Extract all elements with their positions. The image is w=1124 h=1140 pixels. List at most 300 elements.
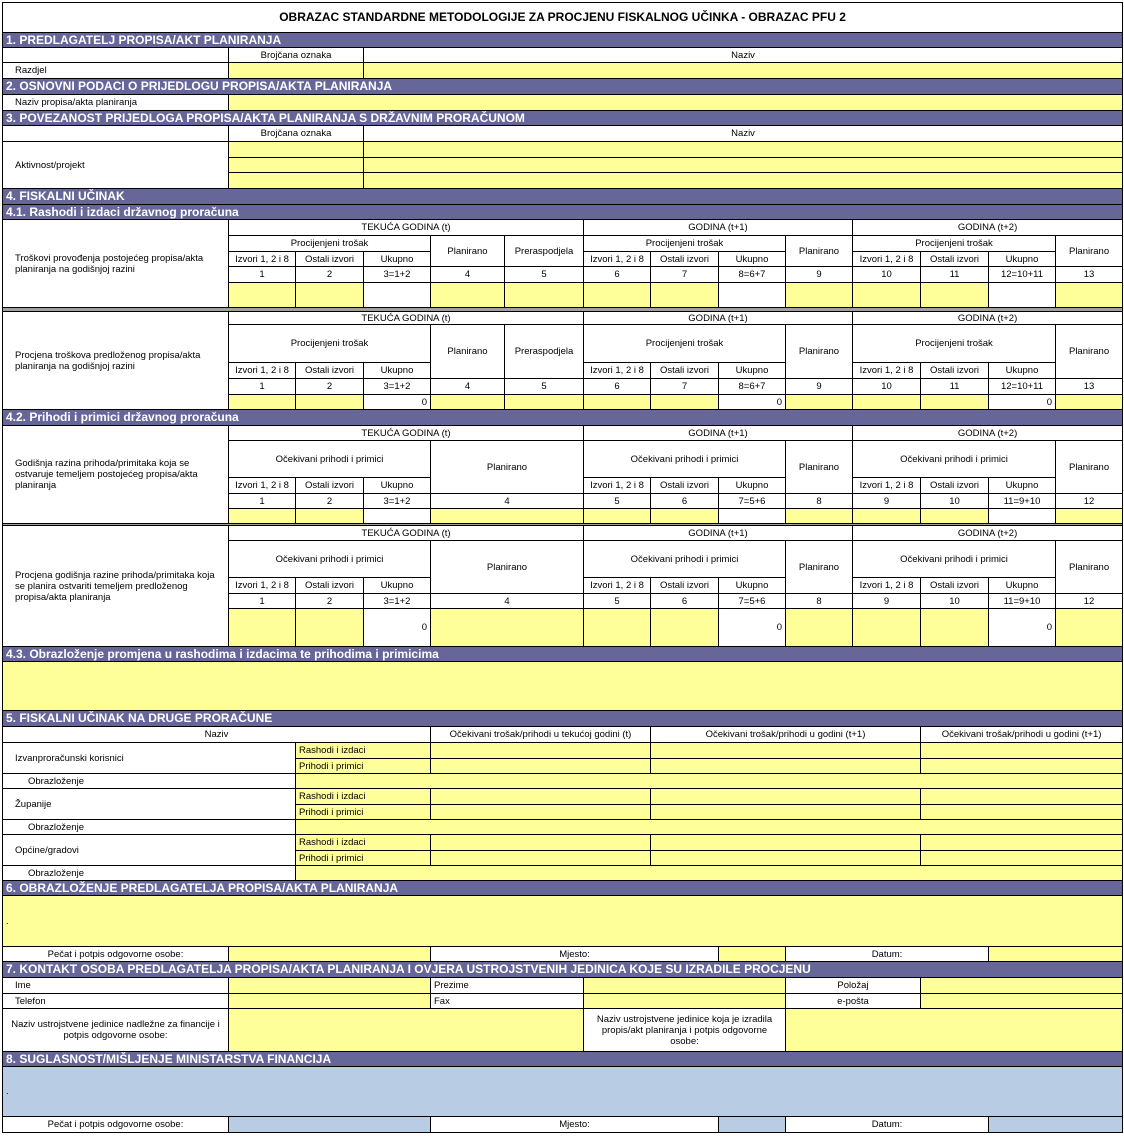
revenues-label: Prihodi i primici xyxy=(296,805,431,820)
total-header: Ukupno xyxy=(719,478,786,494)
column-number: 4 xyxy=(431,267,505,283)
date-label: Datum: xyxy=(786,1117,989,1133)
proposer-explanation-input[interactable]: . xyxy=(3,896,1123,947)
other-sources-header: Ostali izvori xyxy=(651,363,719,379)
total-value: 0 xyxy=(364,395,431,410)
sources-header: Izvori 1, 2 i 8 xyxy=(229,478,296,494)
form-row xyxy=(3,95,1123,111)
total-header: Ukupno xyxy=(364,252,431,267)
planned-header: Planirano xyxy=(1056,236,1123,267)
explanation-label: Obrazloženje xyxy=(3,774,296,789)
column-number: 5 xyxy=(584,594,651,609)
cost-estimate-header: Procijenjeni trošak xyxy=(853,236,1056,252)
input-cell[interactable] xyxy=(584,283,651,308)
first-name-label: Ime xyxy=(3,978,229,994)
total-value: 0 xyxy=(364,609,431,647)
column-number: 1 xyxy=(229,379,296,395)
other-sources-header: Ostali izvori xyxy=(296,578,364,594)
column-number: 12 xyxy=(1056,494,1123,509)
year-header: GODINA (t+1) xyxy=(584,312,853,325)
total-value: 0 xyxy=(719,395,786,410)
other-sources-header: Ostali izvori xyxy=(921,252,989,267)
stamp-signature-label: Pečat i potpis odgovorne osobe: xyxy=(3,947,229,962)
input-cell[interactable] xyxy=(431,835,651,851)
form-row xyxy=(3,79,1123,95)
form-row xyxy=(3,994,1123,1009)
input-cell[interactable] xyxy=(921,395,989,410)
column-number: 4 xyxy=(431,379,505,395)
form-row xyxy=(3,312,1123,325)
form-row xyxy=(3,662,1123,711)
regulation-name-input[interactable] xyxy=(229,95,1123,111)
column-number: 1 xyxy=(229,267,296,283)
form-row xyxy=(3,1067,1123,1117)
expenses-label: Rashodi i izdaci xyxy=(296,743,431,759)
blank-cell xyxy=(3,126,229,142)
form-row xyxy=(3,33,1123,48)
form-row xyxy=(3,426,1123,441)
other-sources-header: Ostali izvori xyxy=(921,578,989,594)
total-value xyxy=(719,509,786,524)
razdjel-name-input[interactable] xyxy=(364,63,1123,79)
other-sources-header: Ostali izvori xyxy=(651,578,719,594)
form-row xyxy=(3,526,1123,541)
col-code-header: Brojčana oznaka xyxy=(229,48,364,63)
place-label: Mjesto: xyxy=(431,947,719,962)
explanation-input[interactable] xyxy=(296,774,1123,789)
finance-unit-label: Naziv ustrojstvene jedinice nadležne za financije i potpis odgovorne osobe: xyxy=(3,1009,229,1052)
cost-estimate-header: Procijenjeni trošak xyxy=(229,325,431,363)
column-number: 12=10+11 xyxy=(989,267,1056,283)
activity-name-input[interactable] xyxy=(364,158,1123,173)
input-cell[interactable] xyxy=(921,759,1123,774)
activity-code-input[interactable] xyxy=(229,173,364,189)
sources-header: Izvori 1, 2 i 8 xyxy=(584,478,651,494)
form-row xyxy=(3,743,1123,759)
cost-estimate-header: Procijenjeni trošak xyxy=(229,236,431,252)
planned-input[interactable] xyxy=(431,283,505,308)
form-row xyxy=(3,410,1123,426)
year-header: GODINA (t+1) xyxy=(584,526,853,541)
stamp-signature-input[interactable] xyxy=(229,1117,431,1133)
input-cell[interactable] xyxy=(431,851,651,866)
column-number: 8=6+7 xyxy=(719,267,786,283)
column-number: 9 xyxy=(853,494,921,509)
input-cell[interactable] xyxy=(921,509,989,524)
total-header: Ukupno xyxy=(989,578,1056,594)
sources-header: Izvori 1, 2 i 8 xyxy=(229,363,296,379)
column-number: 7=5+6 xyxy=(719,594,786,609)
planned-input[interactable] xyxy=(786,509,853,524)
author-unit-label: Naziv ustrojstvene jedinice koja je izradila propis/akt planiranja i potpis odgovorne osobe: xyxy=(584,1009,786,1052)
planned-header: Planirano xyxy=(1056,325,1123,379)
expected-revenue-header: Očekivani prihodi i primici xyxy=(584,541,786,578)
total-value xyxy=(989,283,1056,308)
surname-input[interactable] xyxy=(584,978,786,994)
form-row xyxy=(3,774,1123,789)
explanation-label: Obrazloženje xyxy=(3,820,296,835)
position-input[interactable] xyxy=(921,978,1123,994)
form-row xyxy=(3,220,1123,236)
input-cell[interactable] xyxy=(853,395,921,410)
column-number: 5 xyxy=(505,267,584,283)
first-name-input[interactable] xyxy=(229,978,431,994)
form-row xyxy=(3,48,1123,63)
total-header: Ukupno xyxy=(364,363,431,379)
sources-header: Izvori 1, 2 i 8 xyxy=(853,478,921,494)
planned-input[interactable] xyxy=(786,609,853,647)
input-cell[interactable] xyxy=(853,509,921,524)
expected-t-header: Očekivani trošak/prihodi u tekućoj godini (t) xyxy=(431,727,651,743)
column-number: 10 xyxy=(853,379,921,395)
entity-label: Općine/gradovi xyxy=(3,835,296,866)
total-header: Ukupno xyxy=(719,363,786,379)
place-input[interactable] xyxy=(719,947,786,962)
input-cell[interactable] xyxy=(296,395,364,410)
input-cell[interactable] xyxy=(296,509,364,524)
column-number: 12 xyxy=(1056,594,1123,609)
total-header: Ukupno xyxy=(719,252,786,267)
form-row xyxy=(3,711,1123,727)
input-cell[interactable] xyxy=(431,789,651,805)
surname-label: Prezime xyxy=(431,978,584,994)
planned-header: Planirano xyxy=(431,325,505,379)
section-1-header: 1. PREDLAGATELJ PROPISA/AKT PLANIRANJA xyxy=(3,33,1123,48)
input-cell[interactable] xyxy=(584,609,651,647)
form-row xyxy=(3,978,1123,994)
cost-estimate-header: Procijenjeni trošak xyxy=(584,236,786,252)
email-label: e-pošta xyxy=(786,994,921,1009)
column-number: 5 xyxy=(584,494,651,509)
planned-input[interactable] xyxy=(1056,509,1123,524)
column-number: 10 xyxy=(921,494,989,509)
other-sources-header: Ostali izvori xyxy=(651,478,719,494)
sources-header: Izvori 1, 2 i 8 xyxy=(584,252,651,267)
planned-input[interactable] xyxy=(786,395,853,410)
input-cell[interactable] xyxy=(651,851,921,866)
expected-revenue-header: Očekivani prihodi i primici xyxy=(229,541,431,578)
entity-label: Izvanproračunski korisnici xyxy=(3,743,296,774)
column-number: 9 xyxy=(786,267,853,283)
form-row xyxy=(3,63,1123,79)
column-number: 1 xyxy=(229,494,296,509)
input-cell[interactable] xyxy=(853,283,921,308)
total-value xyxy=(719,283,786,308)
sources-header: Izvori 1, 2 i 8 xyxy=(229,252,296,267)
planned-input[interactable] xyxy=(431,395,505,410)
form-row xyxy=(3,896,1123,947)
column-number: 11 xyxy=(921,379,989,395)
form-row xyxy=(3,111,1123,126)
column-number: 5 xyxy=(505,379,584,395)
total-header: Ukupno xyxy=(364,578,431,594)
column-number: 11=9+10 xyxy=(989,494,1056,509)
column-number: 9 xyxy=(786,379,853,395)
input-cell[interactable] xyxy=(651,835,921,851)
section-4-3-header: 4.3. Obrazloženje promjena u rashodima i izdacima te prihodima i primicima xyxy=(3,647,1123,662)
expected-revenue-header: Očekivani prihodi i primici xyxy=(229,441,431,478)
fax-input[interactable] xyxy=(584,994,786,1009)
sources-header: Izvori 1, 2 i 8 xyxy=(584,363,651,379)
total-header: Ukupno xyxy=(989,363,1056,379)
other-sources-header: Ostali izvori xyxy=(296,478,364,494)
section-4-2-header: 4.2. Prihodi i primici državnog proračuna xyxy=(3,410,1123,426)
planned-input[interactable] xyxy=(431,509,584,524)
total-value: 0 xyxy=(989,395,1056,410)
expected-t2-header: Očekivani trošak/prihodi u godini (t+1) xyxy=(921,727,1123,743)
total-header: Ukupno xyxy=(989,478,1056,494)
input-cell[interactable] xyxy=(921,851,1123,866)
column-number: 11=9+10 xyxy=(989,594,1056,609)
sources-header: Izvori 1, 2 i 8 xyxy=(853,363,921,379)
section-5-header: 5. FISKALNI UČINAK NA DRUGE PRORAČUNE xyxy=(3,711,1123,727)
form-row xyxy=(3,727,1123,743)
input-cell[interactable] xyxy=(229,395,296,410)
section-4-1-header: 4.1. Rashodi i izdaci državnog proračuna xyxy=(3,205,1123,220)
column-number: 8=6+7 xyxy=(719,379,786,395)
sources-header: Izvori 1, 2 i 8 xyxy=(853,252,921,267)
input-cell[interactable] xyxy=(296,609,364,647)
column-number: 4 xyxy=(431,494,584,509)
planned-input[interactable] xyxy=(1056,395,1123,410)
column-number: 3=1+2 xyxy=(364,494,431,509)
reallocation-input[interactable] xyxy=(505,395,584,410)
activity-name-input[interactable] xyxy=(364,173,1123,189)
form-row xyxy=(3,947,1123,962)
column-number: 13 xyxy=(1056,267,1123,283)
planned-header: Planirano xyxy=(431,441,584,494)
column-number: 2 xyxy=(296,379,364,395)
column-number: 2 xyxy=(296,594,364,609)
entity-label: Županije xyxy=(3,789,296,820)
form-row xyxy=(3,205,1123,220)
blank-cell xyxy=(3,48,229,63)
form-row xyxy=(3,820,1123,835)
activity-code-input[interactable] xyxy=(229,142,364,158)
section-3-header: 3. POVEZANOST PRIJEDLOGA PROPISA/AKTA PLANIRANJA S DRŽAVNIM PRORAČUNOM xyxy=(3,111,1123,126)
input-cell[interactable] xyxy=(584,395,651,410)
column-number: 7 xyxy=(651,379,719,395)
razdjel-code-input[interactable] xyxy=(229,63,364,79)
expected-revenue-header: Očekivani prihodi i primici xyxy=(853,541,1056,578)
block-label: Godišnja razina prihoda/primitaka koja se ostvaruje temeljem postojećeg propisa/akta planiranja xyxy=(3,426,229,524)
form-row xyxy=(3,789,1123,805)
finance-unit-input[interactable] xyxy=(229,1009,584,1052)
form-row xyxy=(3,1117,1123,1133)
other-sources-header: Ostali izvori xyxy=(296,363,364,379)
date-input[interactable] xyxy=(989,947,1123,962)
phone-label: Telefon xyxy=(3,994,229,1009)
planned-header: Planirano xyxy=(786,325,853,379)
razdjel-label: Razdjel xyxy=(3,63,229,79)
total-value xyxy=(364,509,431,524)
author-unit-input[interactable] xyxy=(786,1009,1123,1052)
year-header: GODINA (t+1) xyxy=(584,220,853,236)
input-cell[interactable] xyxy=(229,283,296,308)
total-value xyxy=(364,283,431,308)
revenues-label: Prihodi i primici xyxy=(296,759,431,774)
input-cell[interactable] xyxy=(921,805,1123,820)
phone-input[interactable] xyxy=(229,994,431,1009)
planned-input[interactable] xyxy=(431,609,584,647)
column-number: 13 xyxy=(1056,379,1123,395)
activity-project-label: Aktivnost/projekt xyxy=(3,142,229,189)
expected-t1-header: Očekivani trošak/prihodi u godini (t+1) xyxy=(651,727,921,743)
block-label: Procjena godišnja razine prihoda/primitaka koja se planira ostvariti temeljem predloženog propisa/akta planiranja xyxy=(3,526,229,647)
planned-header: Planirano xyxy=(786,236,853,267)
year-header: GODINA (t+2) xyxy=(853,426,1123,441)
column-number: 3=1+2 xyxy=(364,594,431,609)
input-cell[interactable] xyxy=(921,743,1123,759)
revenues-label: Prihodi i primici xyxy=(296,851,431,866)
input-cell[interactable] xyxy=(651,805,921,820)
planned-input[interactable] xyxy=(1056,283,1123,308)
column-number: 4 xyxy=(431,594,584,609)
name-header: Naziv xyxy=(3,727,431,743)
cost-estimate-header: Procijenjeni trošak xyxy=(584,325,786,363)
total-header: Ukupno xyxy=(364,478,431,494)
input-cell[interactable] xyxy=(921,283,989,308)
planned-input[interactable] xyxy=(1056,609,1123,647)
explanation-label: Obrazloženje xyxy=(3,866,296,881)
form-row xyxy=(3,3,1123,33)
year-header: GODINA (t+2) xyxy=(853,220,1123,236)
input-cell[interactable] xyxy=(584,509,651,524)
input-cell[interactable] xyxy=(651,759,921,774)
column-number: 3=1+2 xyxy=(364,267,431,283)
other-sources-header: Ostali izvori xyxy=(921,478,989,494)
planned-header: Planirano xyxy=(431,236,505,267)
form-row xyxy=(3,189,1123,205)
explanation-input[interactable] xyxy=(296,820,1123,835)
total-header: Ukupno xyxy=(719,578,786,594)
col-name-header: Naziv xyxy=(364,48,1123,63)
place-input[interactable] xyxy=(719,1117,786,1133)
planned-input[interactable] xyxy=(786,283,853,308)
sources-header: Izvori 1, 2 i 8 xyxy=(584,578,651,594)
column-number: 7=5+6 xyxy=(719,494,786,509)
year-header: GODINA (t+2) xyxy=(853,312,1123,325)
planned-header: Planirano xyxy=(786,441,853,494)
date-input[interactable] xyxy=(989,1117,1123,1133)
other-sources-header: Ostali izvori xyxy=(921,363,989,379)
block-label: Troškovi provođenja postojećeg propisa/akta planiranja na godišnjoj razini xyxy=(3,220,229,308)
activity-name-input[interactable] xyxy=(364,142,1123,158)
total-value: 0 xyxy=(989,609,1056,647)
form-row xyxy=(3,126,1123,142)
reallocation-header: Preraspodjela xyxy=(505,325,584,379)
year-header: GODINA (t+2) xyxy=(853,526,1123,541)
form-title: OBRAZAC STANDARDNE METODOLOGIJE ZA PROCJENU FISKALNOG UČINKA - OBRAZAC PFU 2 xyxy=(3,3,1123,33)
input-cell[interactable] xyxy=(921,835,1123,851)
input-cell[interactable] xyxy=(651,395,719,410)
column-number: 12=10+11 xyxy=(989,379,1056,395)
column-number: 6 xyxy=(651,494,719,509)
planned-header: Planirano xyxy=(431,541,584,594)
ministry-opinion-input[interactable]: . xyxy=(3,1067,1123,1117)
section-4-header: 4. FISKALNI UČINAK xyxy=(3,189,1123,205)
place-label: Mjesto: xyxy=(431,1117,719,1133)
input-cell[interactable] xyxy=(431,805,651,820)
cost-estimate-header: Procijenjeni trošak xyxy=(853,325,1056,363)
stamp-signature-label: Pečat i potpis odgovorne osobe: xyxy=(3,1117,229,1133)
date-label: Datum: xyxy=(786,947,989,962)
input-cell[interactable] xyxy=(921,609,989,647)
planned-header: Planirano xyxy=(1056,441,1123,494)
input-cell[interactable] xyxy=(431,759,651,774)
col-code-header: Brojčana oznaka xyxy=(229,126,364,142)
stamp-signature-input[interactable] xyxy=(229,947,431,962)
expected-revenue-header: Očekivani prihodi i primici xyxy=(584,441,786,478)
column-number: 3=1+2 xyxy=(364,379,431,395)
activity-code-input[interactable] xyxy=(229,158,364,173)
input-cell[interactable] xyxy=(296,283,364,308)
form-row xyxy=(3,962,1123,978)
total-value: 0 xyxy=(719,609,786,647)
column-number: 11 xyxy=(921,267,989,283)
pfu2-form xyxy=(2,2,1123,1133)
other-sources-header: Ostali izvori xyxy=(296,252,364,267)
total-value xyxy=(989,509,1056,524)
year-header: TEKUĆA GODINA (t) xyxy=(229,312,584,325)
column-number: 2 xyxy=(296,494,364,509)
column-number: 8 xyxy=(786,594,853,609)
fax-label: Fax xyxy=(431,994,584,1009)
input-cell[interactable] xyxy=(651,283,719,308)
explanation-input[interactable] xyxy=(3,662,1123,711)
other-sources-header: Ostali izvori xyxy=(651,252,719,267)
form-row xyxy=(3,1052,1123,1067)
expenses-label: Rashodi i izdaci xyxy=(296,789,431,805)
column-number: 10 xyxy=(853,267,921,283)
input-cell[interactable] xyxy=(431,743,651,759)
sources-header: Izvori 1, 2 i 8 xyxy=(229,578,296,594)
reallocation-input[interactable] xyxy=(505,283,584,308)
section-6-header: 6. OBRAZLOŽENJE PREDLAGATELJA PROPISA/AKTA PLANIRANJA xyxy=(3,881,1123,896)
column-number: 2 xyxy=(296,267,364,283)
form-row xyxy=(3,142,1123,158)
column-number: 1 xyxy=(229,594,296,609)
block-label: Procjena troškova predloženog propisa/akta planiranja na godišnjoj razini xyxy=(3,312,229,410)
form-row xyxy=(3,647,1123,662)
section-7-header: 7. KONTAKT OSOBA PREDLAGATELJA PROPISA/AKTA PLANIRANJA I OVJERA USTROJSTVENIH JEDINICA KOJE SU IZRADILE PROCJENU xyxy=(3,962,1123,978)
sources-header: Izvori 1, 2 i 8 xyxy=(853,578,921,594)
section-2-header: 2. OSNOVNI PODACI O PRIJEDLOGU PROPISA/AKTA PLANIRANJA xyxy=(3,79,1123,95)
form-row xyxy=(3,866,1123,881)
input-cell[interactable] xyxy=(651,789,921,805)
expenses-label: Rashodi i izdaci xyxy=(296,835,431,851)
explanation-input[interactable] xyxy=(296,866,1123,881)
column-number: 8 xyxy=(786,494,853,509)
input-cell[interactable] xyxy=(229,509,296,524)
email-input[interactable] xyxy=(921,994,1123,1009)
column-number: 7 xyxy=(651,267,719,283)
form-row xyxy=(3,881,1123,896)
input-cell[interactable] xyxy=(651,609,719,647)
year-header: TEKUĆA GODINA (t) xyxy=(229,426,584,441)
input-cell[interactable] xyxy=(853,609,921,647)
year-header: GODINA (t+1) xyxy=(584,426,853,441)
column-number: 6 xyxy=(584,267,651,283)
input-cell[interactable] xyxy=(651,743,921,759)
input-cell[interactable] xyxy=(229,609,296,647)
input-cell[interactable] xyxy=(921,789,1123,805)
regulation-name-label: Naziv propisa/akta planiranja xyxy=(3,95,229,111)
year-header: TEKUĆA GODINA (t) xyxy=(229,526,584,541)
col-name-header: Naziv xyxy=(364,126,1123,142)
position-label: Položaj xyxy=(786,978,921,994)
input-cell[interactable] xyxy=(651,509,719,524)
